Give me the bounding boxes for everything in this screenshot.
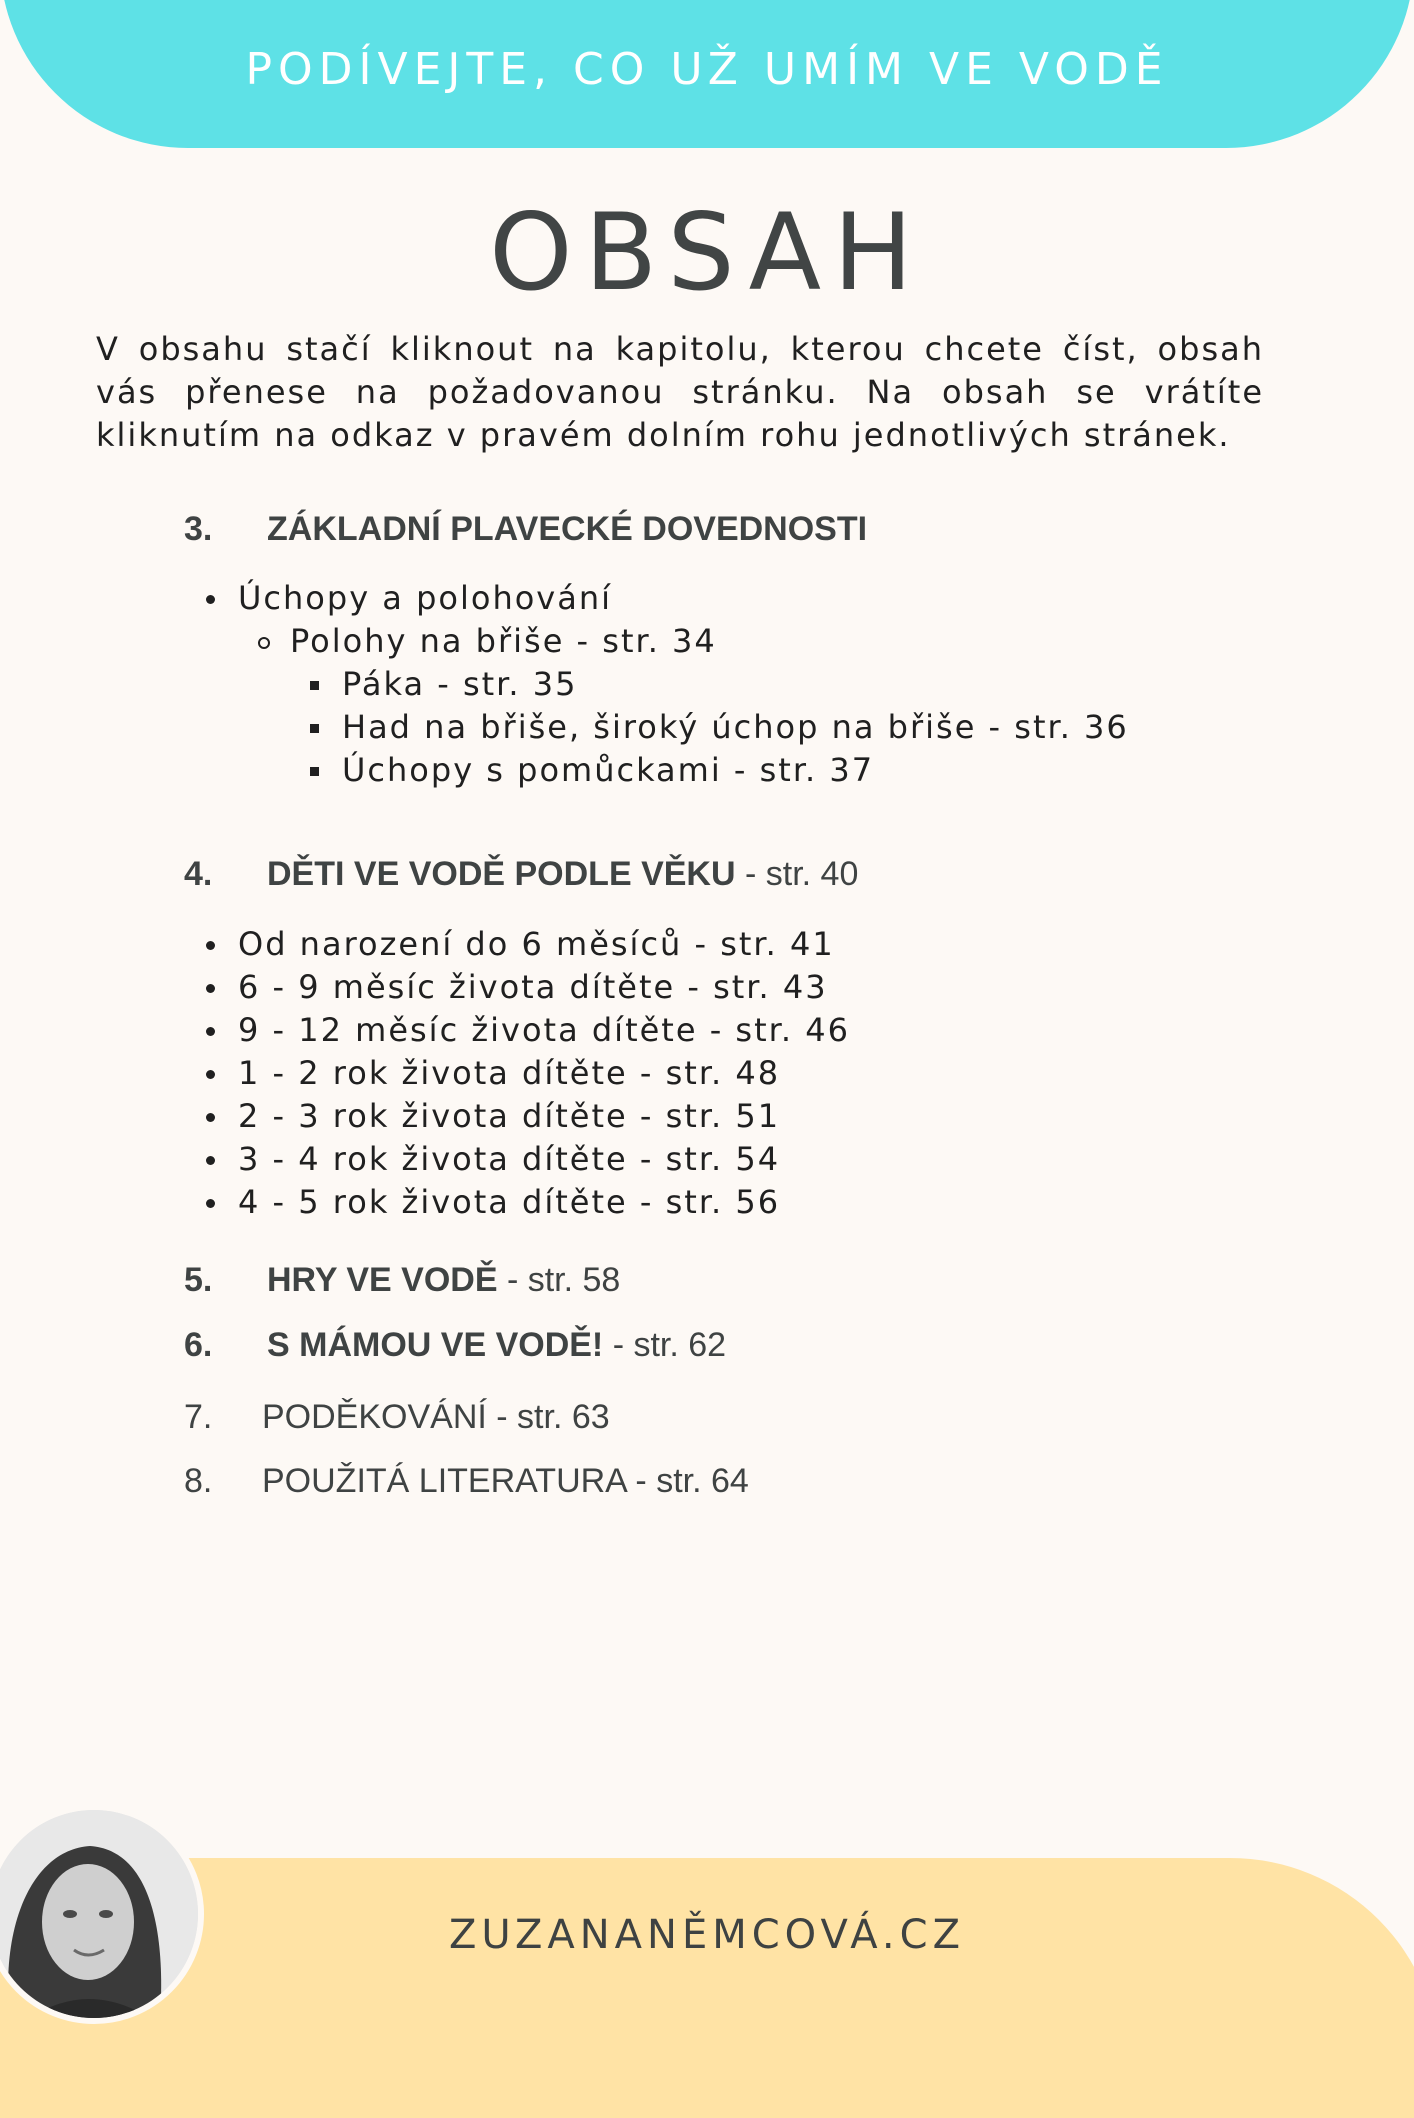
section-number: 4.	[184, 855, 213, 893]
bullet-disc-icon	[206, 984, 215, 993]
section-page: - str. 64	[625, 1462, 749, 1500]
bullet-disc-icon	[206, 1027, 215, 1036]
bullet-circle-icon	[258, 637, 270, 649]
bullet-disc-icon	[206, 1070, 215, 1079]
toc-section-6[interactable]	[184, 1326, 726, 1365]
bullet-disc-icon	[206, 1113, 215, 1122]
bullet-square-icon	[310, 724, 319, 733]
section-page: - str. 62	[603, 1326, 727, 1364]
bullet-disc-icon	[206, 941, 215, 950]
bullet-square-icon	[310, 767, 319, 776]
section-title: ZÁKLADNÍ PLAVECKÉ DOVEDNOSTI	[267, 510, 868, 548]
section-page: - str. 58	[497, 1261, 621, 1299]
header-title: PODÍVEJTE, CO UŽ UMÍM VE VODĚ	[245, 44, 1169, 95]
bullet-disc-icon	[206, 595, 215, 604]
bullet-disc-icon	[206, 1199, 215, 1208]
section-number: 5.	[184, 1261, 213, 1299]
section-number: 6.	[184, 1326, 213, 1364]
section-page: - str. 40	[735, 855, 859, 893]
footer-site-link[interactable]: ZUZANANĚMCOVÁ.CZ	[449, 1912, 965, 1958]
footer-band	[0, 1858, 1414, 2118]
toc-section-8[interactable]	[184, 1462, 749, 1501]
section-title: S MÁMOU VE VODĚ!	[267, 1326, 604, 1364]
section-title: PODĚKOVÁNÍ	[262, 1398, 487, 1436]
bullet-square-icon	[310, 681, 319, 690]
section-number: 7.	[184, 1398, 213, 1436]
section-title: HRY VE VODĚ	[267, 1261, 498, 1299]
toc-section-7[interactable]	[184, 1398, 610, 1437]
section-title: POUŽITÁ LITERATURA	[262, 1462, 626, 1500]
bullet-disc-icon	[206, 1156, 215, 1165]
section-page: - str. 63	[486, 1398, 610, 1436]
toc-section-5[interactable]	[184, 1261, 620, 1300]
section-number: 3.	[184, 510, 213, 548]
section-title: DĚTI VE VODĚ PODLE VĚKU	[267, 855, 736, 893]
intro-paragraph: V obsahu stačí kliknout na kapitolu, kterou chcete číst, obsah vás přenese na požadovanou stránku. Na obsah se vrátíte kliknutím na odkaz v pravém dolním rohu jednotlivých stránek.	[96, 330, 1264, 454]
page-title: OBSAH	[489, 191, 925, 314]
toc-section-3[interactable]	[184, 510, 867, 549]
section-number: 8.	[184, 1462, 213, 1500]
toc-section-4[interactable]	[184, 855, 858, 894]
